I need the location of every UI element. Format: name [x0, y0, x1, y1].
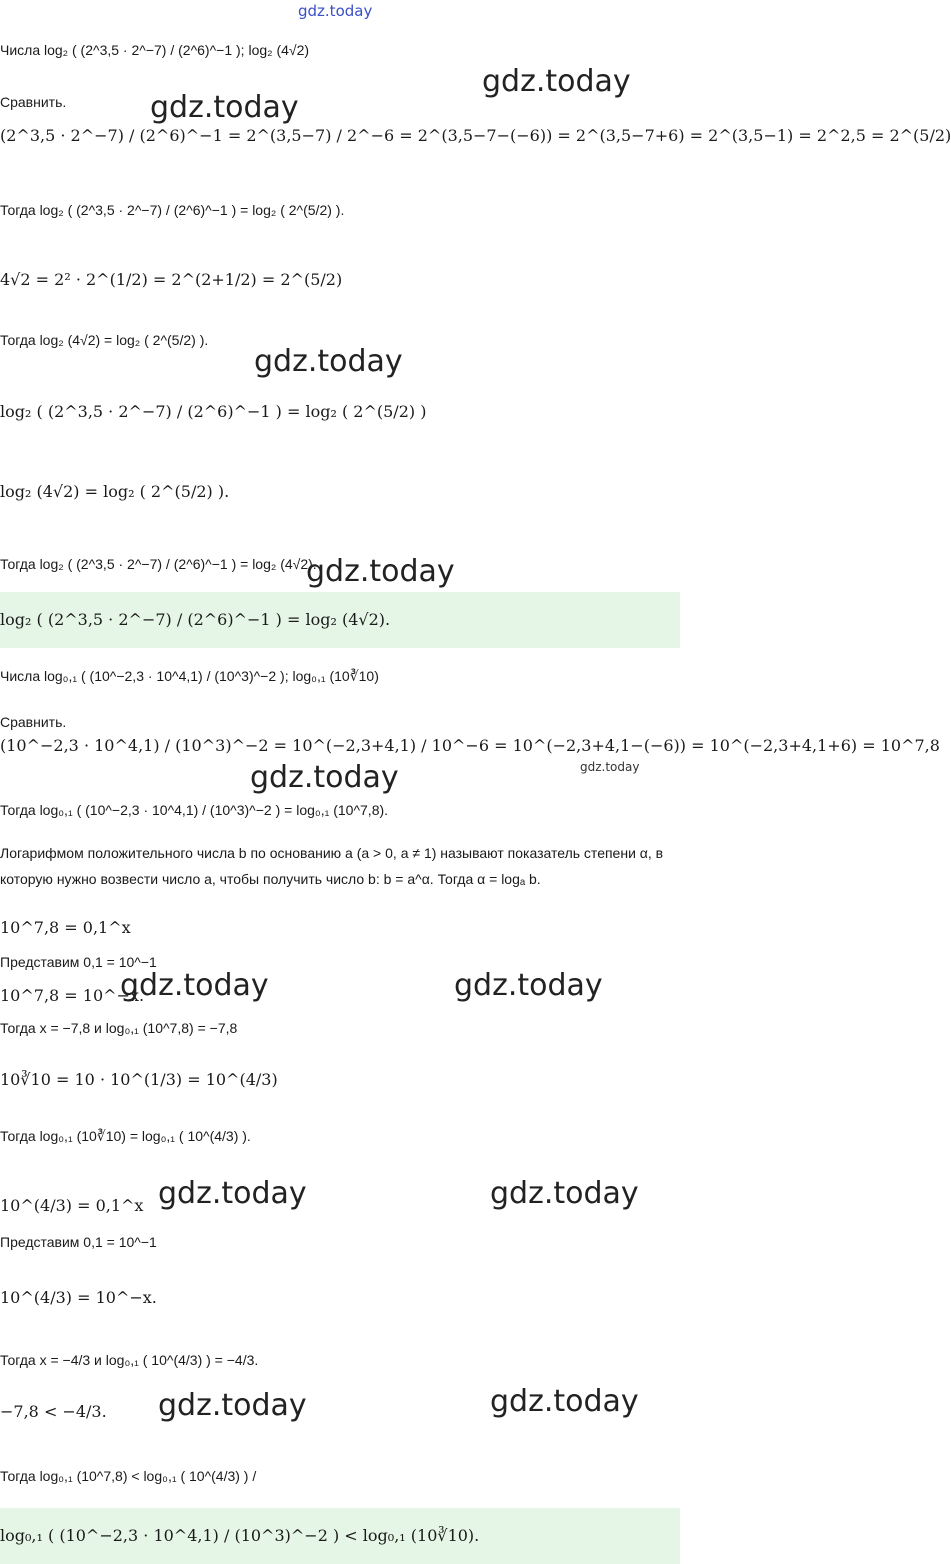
line-b6 [0, 1126, 251, 1145]
line-1-text: Числа log₂ ( (2^3,5 · 2^−7) / (2^6)^−1 ); log₂ (4√2) [0, 42, 310, 58]
line-9 [0, 554, 317, 573]
line-3 [0, 126, 951, 145]
line-b12-text: Тогда log₀,₁ (10^7,8) < log₀,₁ ( 10^(4/3) ) / [0, 1468, 257, 1484]
line-b1 [0, 918, 131, 937]
line-13 [0, 736, 940, 755]
answer-2-text: log₀,₁ ( (10^−2,3 · 10^4,1) / (10^3)^−2 ) < log₀,₁ (10∛10). [0, 1526, 480, 1545]
line-b1-text: 10^7,8 = 0,1^x [0, 918, 131, 937]
line-5-text: 4√2 = 2² · 2^(1/2) = 2^(2+1/2) = 2^(5/2) [0, 270, 343, 289]
line-b10-text: Тогда x = −4/3 и log₀,₁ ( 10^(4/3) ) = −4/3. [0, 1352, 259, 1368]
line-8-text: log₂ (4√2) = log₂ ( 2^(5/2) ). [0, 482, 230, 501]
line-4-text: Тогда log₂ ( (2^3,5 · 2^−7) / (2^6)^−1 ) = log₂ ( 2^(5/2) ). [0, 202, 345, 218]
line-numbers-1 [0, 40, 309, 59]
line-12-text: Сравнить. [0, 714, 67, 730]
line-numbers-2 [0, 666, 379, 685]
line-4 [0, 200, 344, 219]
answer-1 [0, 610, 390, 629]
watermark: gdz.today [158, 1388, 307, 1423]
watermark: gdz.today [482, 64, 631, 99]
line-14 [0, 800, 388, 819]
line-compare-2 [0, 712, 66, 731]
answer-1-text: log₂ ( (2^3,5 · 2^−7) / (2^6)^−1 ) = log₂ (4√2). [0, 610, 391, 629]
answer-2 [0, 1526, 479, 1545]
line-b3-text: 10^7,8 = 10^−x. [0, 986, 145, 1005]
line-b6-text: Тогда log₀,₁ (10∛10) = log₀,₁ ( 10^(4/3) ). [0, 1128, 251, 1144]
line-b12 [0, 1466, 256, 1485]
watermark: gdz.today [490, 1384, 639, 1419]
watermark: gdz.today [120, 968, 269, 1003]
watermark: gdz.today [250, 760, 399, 795]
line-b9-text: 10^(4/3) = 10^−x. [0, 1288, 157, 1307]
line-14-text: Тогда log₀,₁ ( (10^−2,3 · 10^4,1) / (10^3)^−2 ) = log₀,₁ (10^7,8). [0, 802, 389, 818]
watermark-small: gdz.today [580, 760, 640, 774]
watermark: gdz.today [254, 344, 403, 379]
line-7 [0, 402, 426, 421]
line-b4-text: Тогда x = −7,8 и log₀,₁ (10^7,8) = −7,8 [0, 1020, 238, 1036]
line-b7-text: 10^(4/3) = 0,1^x [0, 1196, 144, 1215]
line-b7 [0, 1196, 143, 1215]
line-13-text: (10^−2,3 · 10^4,1) / (10^3)^−2 = 10^(−2,3+4,1) / 10^−6 = 10^(−2,3+4,1−(−6)) = 10^(−2,3+4,1+6) = 10^7,8 [0, 736, 940, 755]
line-b8-text: Представим 0,1 = 10^−1 [0, 1234, 157, 1250]
line-b5-text: 10∛10 = 10 · 10^(1/3) = 10^(4/3) [0, 1070, 278, 1089]
line-6-text: Тогда log₂ (4√2) = log₂ ( 2^(5/2) ). [0, 332, 209, 348]
watermark: gdz.today [490, 1176, 639, 1211]
line-b8 [0, 1232, 157, 1251]
watermark: gdz.today [454, 968, 603, 1003]
line-b9 [0, 1288, 157, 1307]
line-2-text: Сравнить. [0, 94, 67, 110]
line-b11 [0, 1402, 107, 1421]
line-b11-text: −7,8 < −4/3. [0, 1402, 107, 1421]
line-b2-text: Представим 0,1 = 10^−1 [0, 954, 157, 970]
watermark: gdz.today [158, 1176, 307, 1211]
line-7-text: log₂ ( (2^3,5 · 2^−7) / (2^6)^−1 ) = log₂ ( 2^(5/2) ) [0, 402, 427, 421]
line-b10 [0, 1350, 258, 1369]
line-9-text: Тогда log₂ ( (2^3,5 · 2^−7) / (2^6)^−1 ) = log₂ (4√2). [0, 556, 317, 572]
line-6 [0, 330, 208, 349]
line-11-text: Числа log₀,₁ ( (10^−2,3 · 10^4,1) / (10^3)^−2 ); log₀,₁ (10∛10) [0, 668, 379, 684]
line-8 [0, 482, 229, 501]
line-b4 [0, 1018, 237, 1037]
line-3-text: (2^3,5 · 2^−7) / (2^6)^−1 = 2^(3,5−7) / 2^−6 = 2^(3,5−7−(−6)) = 2^(3,5−7+6) = 2^(3,5−1) = 2^2,5 = 2^(5/2) [0, 126, 951, 145]
definition-paragraph: Логарифмом положительного числа b по основанию a (a > 0, a ≠ 1) называют показатель степени α, в которую нужно возвести число a, чтобы получить число b: b = a^α. Тогда α = logₐ b. [0, 845, 664, 887]
watermark: gdz.today [306, 554, 455, 589]
line-b5 [0, 1070, 278, 1089]
line-compare-1 [0, 92, 66, 111]
line-5 [0, 270, 342, 289]
watermark: gdz.today [150, 90, 299, 125]
top-watermark: gdz.today [298, 2, 373, 20]
